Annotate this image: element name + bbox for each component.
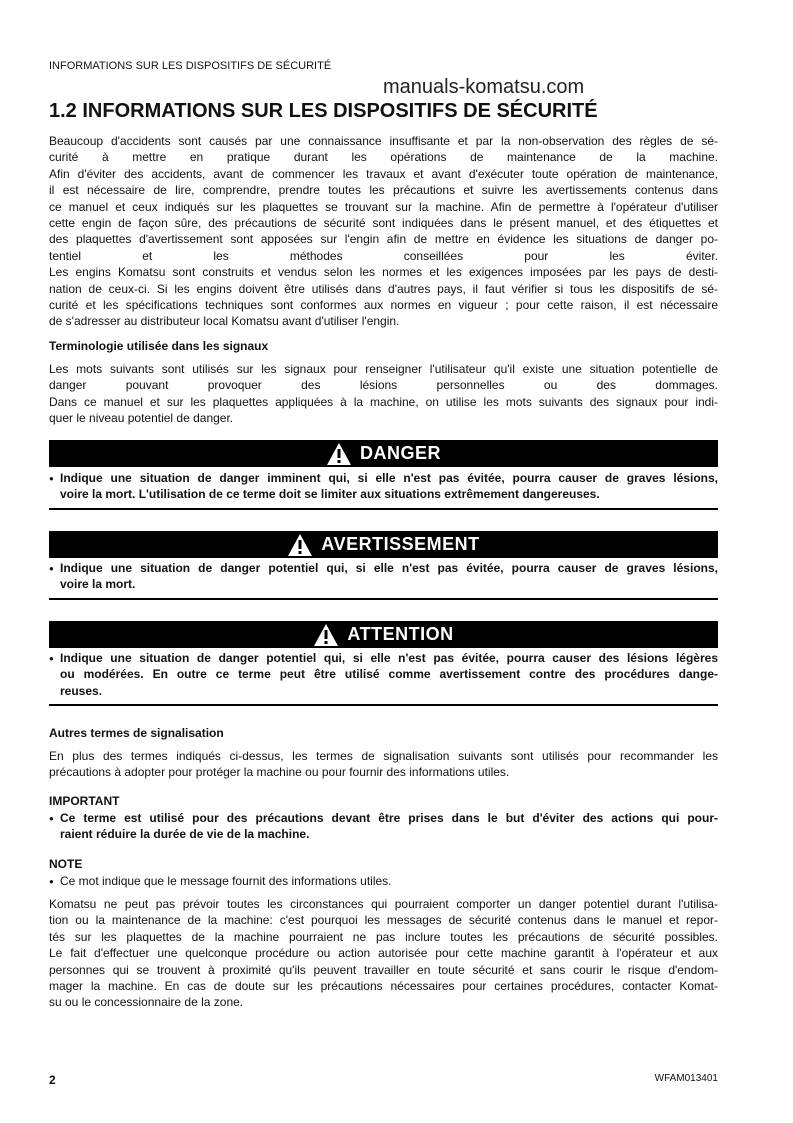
text-line: En plus des termes indiqués ci-dessus, les termes de signalisation suivants sont utilisés pour recommander les — [49, 749, 718, 763]
text-line: ● Indique une situation de danger potentiel qui, si elle n'est pas évitée, pourra causer de graves lésions, — [60, 560, 718, 576]
text-line: ● Ce mot indique que le message fournit des informations utiles. — [60, 873, 718, 889]
text-line: voire la mort. — [60, 577, 136, 592]
other-terms-heading: Autres termes de signalisation — [49, 726, 224, 740]
divider — [49, 704, 718, 706]
avertissement-banner — [49, 531, 718, 558]
text-line: il est nécessaire de lire, comprendre, prendre toutes les précautions et suivre les avertissements contenus dans — [49, 183, 718, 198]
document-code: WFAM013401 — [654, 1073, 718, 1084]
text-line: ● Indique une situation de danger imminent qui, si elle n'est pas évitée, pourra causer de graves lésions, — [60, 470, 718, 486]
warning-triangle-icon — [326, 442, 352, 466]
text-line: reuses. — [60, 683, 103, 698]
terminology-heading: Terminologie utilisée dans les signaux — [49, 339, 269, 353]
page-footer — [49, 1073, 718, 1087]
text-line: voire la mort. L'utilisation de ce terme doit se limiter aux situations extrêmement dangereuses. — [60, 487, 600, 502]
avertissement-description — [49, 560, 718, 593]
text-line: cette engin de façon sûre, des précautions de sécurité sont indiquées dans le présent manuel, et des étiquettes et — [49, 215, 718, 230]
attention-banner — [49, 621, 718, 648]
note-heading: NOTE — [49, 857, 83, 871]
danger-label: DANGER — [359, 443, 441, 463]
attention-description — [49, 650, 718, 699]
text-line: tés sur les plaquettes de la machine pourraient ne pas inclure toutes les précautions de sécurité possibles. — [49, 929, 718, 944]
important-description — [49, 810, 718, 843]
text-line: ce manuel et ceux indiqués sur les plaquettes se trouvant sur la machine. Afin de permettre à l'opérateur d'utiliser — [49, 199, 718, 214]
warning-triangle-icon — [287, 533, 313, 557]
text-line: danger pouvant provoquer des lésions personnelles ou des dommages. — [49, 378, 718, 393]
running-header: INFORMATIONS SUR LES DISPOSITIFS DE SÉCURITÉ — [49, 60, 332, 72]
attention-label: ATTENTION — [347, 624, 454, 644]
text-line: ● Indique une situation de danger potentiel qui, si elle n'est pas évitée, pourra causer des lésions légères — [60, 650, 718, 666]
important-heading: IMPORTANT — [49, 794, 120, 808]
text-line: Afin d'éviter des accidents, avant de commencer les travaux et avant d'exécuter toute opération de maintenance, — [49, 166, 718, 181]
text-line: Le fait d'effectuer une quelconque procédure ou action autorisée pour cette machine garantit à l'opérateur et aux — [49, 946, 718, 961]
text-line: Les engins Komatsu sont construits et vendus selon les normes et les exigences imposées par les pays de desti- — [49, 265, 718, 280]
text-line: quer le niveau potentiel de danger. — [49, 411, 234, 426]
text-line: raient réduire la durée de vie de la machine. — [60, 827, 310, 842]
terminology-paragraph — [49, 361, 718, 427]
page-title: 1.2 INFORMATIONS SUR LES DISPOSITIFS DE SÉCURITÉ — [49, 100, 598, 122]
text-line: ou modérées. En outre ce terme peut être utilisé comme avertissement contre des procédures dange- — [60, 667, 718, 682]
text-line: tion ou la maintenance de la machine: c'est pourquoi les messages de sécurité contenus dans le manuel et repor- — [49, 913, 718, 928]
avertissement-label: AVERTISSEMENT — [321, 534, 480, 554]
danger-description — [49, 470, 718, 503]
warning-triangle-icon — [313, 623, 339, 647]
text-line: Dans ce manuel et sur les plaquettes appliquées à la machine, on utilise les mots suivants des signaux pour indi- — [49, 394, 718, 409]
text-line: mager la machine. En cas de doute sur les précautions nécessaires pour certaines procédures, contacter Komat- — [49, 978, 718, 993]
text-line: Beaucoup d'accidents sont causés par une connaissance insuffisante et par la non-observation des règles de sé- — [49, 134, 718, 148]
text-line: de s'adresser au distributeur local Komatsu avant d'utiliser l'engin. — [49, 314, 400, 329]
divider — [49, 598, 718, 600]
watermark: manuals-komatsu.com — [383, 76, 585, 98]
text-line: su ou le concessionnaire de la zone. — [49, 995, 244, 1010]
text-line: curité et les spécifications techniques sont conformes aux normes en vigueur ; pour cette raison, il est nécessaire — [49, 297, 718, 312]
text-line: nation de ceux-ci. Si les engins doivent être utilisés dans d'autres pays, il faut vérifier si tous les dispositifs de sé- — [49, 281, 718, 296]
text-line: des plaquettes d'avertissement sont apposées sur l'engin afin de mettre en évidence les situations de danger po- — [49, 232, 718, 247]
text-line: Les mots suivants sont utilisés sur les signaux pour renseigner l'utilisateur qu'il existe une situation potentielle de — [49, 362, 718, 376]
closing-paragraph — [49, 896, 718, 1011]
other-terms-paragraph — [49, 748, 718, 781]
intro-paragraph — [49, 133, 718, 330]
text-line: ● Ce terme est utilisé pour des précautions devant être prises dans le but d'éviter des actions qui pour- — [60, 810, 718, 826]
page-number: 2 — [49, 1073, 56, 1087]
danger-banner — [49, 440, 718, 467]
note-description — [49, 873, 718, 889]
text-line: précautions à adopter pour protéger la machine ou pour fournir des informations utiles. — [49, 765, 510, 780]
text-line: curité à mettre en pratique durant les opérations de maintenance de la machine. — [49, 150, 718, 165]
text-line: Komatsu ne peut pas prévoir toutes les circonstances qui pourraient comporter un danger potentiel durant l'utilisa- — [49, 897, 718, 911]
divider — [49, 508, 718, 510]
text-line: tentiel et les méthodes conseillées pour les éviter. — [49, 248, 718, 263]
text-line: personnes qui se trouvent à proximité qu'ils peuvent travailler en toute sécurité et sans courir le risque d'endom- — [49, 962, 718, 977]
